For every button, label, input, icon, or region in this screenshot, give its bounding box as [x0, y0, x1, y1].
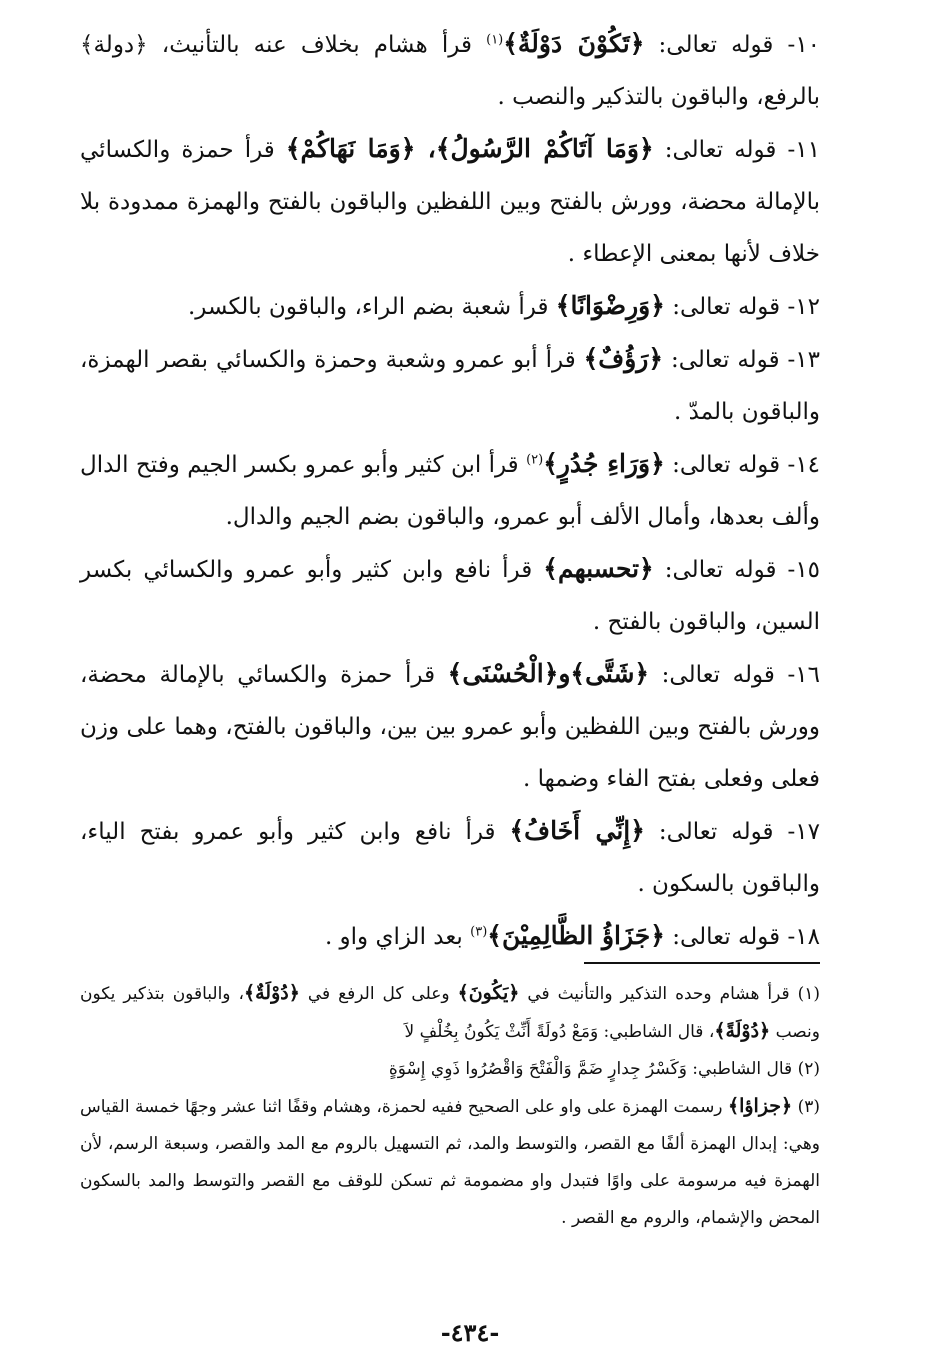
footnote-divider: [584, 962, 820, 964]
entry-number: ١٢-: [787, 294, 820, 320]
entry-lead: قوله تعالى:: [658, 819, 774, 845]
footnote-text: رسمت الهمزة على واو على الصحيح ففيه لحمزة، وهشام وقفًا اثنا عشر وجهًا خمسة القياس وهي: إبدال الهمزة ألفًا مع القصر، والتوسط والمد، ثم التسهيل بالروم مع المد والقصر، وسبعة الرسم، لأن الهمزة فيه مرسومة على واوًا فتبدل واو مضمومة ثم تسكن للوقف مع القصر والتوسط والمد بالسكون المحض والإشمام، والروم مع القصر .: [80, 1097, 820, 1228]
entry-number: ١٨-: [787, 924, 820, 950]
entry-16: [80, 648, 820, 805]
entry-lead: قوله تعالى:: [664, 557, 777, 583]
entry-10: [80, 18, 820, 123]
entry-text: قرأ أبو عمرو وشعبة وحمزة والكسائي بقصر الهمزة، والباقون بالمدّ .: [80, 347, 820, 425]
footnote-2: [80, 1051, 820, 1088]
quran-phrase: ﴿شَتَّى﴾و﴿الْحُسْنَى﴾: [447, 659, 650, 688]
footnote-3: [80, 1088, 820, 1237]
footnote-text: ، قال الشاطبي: وَمَعْ دُولَةً أَنِّثْ يَكُونُ بِخُلْفٍ لاَ: [404, 1022, 715, 1042]
footnote-text: قرأ هشام وحده التذكير والتأنيث في: [527, 984, 790, 1004]
entry-12: [80, 280, 820, 333]
footnote-ref[interactable]: (١): [486, 32, 504, 48]
quran-phrase: ﴿وَرَاءِ جُدُرٍ﴾: [543, 449, 665, 478]
entry-text: قرأ حمزة والكسائي بالإمالة محضة، وورش بالفتح وبين اللفظين والباقون بالفتح والهمزة ممدودة بلا خلاف لأنها بمعنى الإعطاء .: [80, 137, 820, 267]
quran-phrase: ﴿دُوْلَةً﴾: [714, 1020, 771, 1042]
entry-text: قرأ ابن كثير وأبو عمرو بكسر الجيم وفتح الدال وألف بعدها، وأمال الألف أبو عمرو، والباقون بضم الجيم والدال.: [80, 452, 820, 530]
footnote-text: ، والباقون بتذكير يكون ونصب: [80, 984, 820, 1042]
entry-18: [80, 910, 820, 963]
quran-phrase: ﴿وَرِضْوَانًا﴾: [555, 291, 665, 320]
quran-phrase: ﴿يَكُونَ﴾: [457, 982, 520, 1004]
entry-number: ١١-: [787, 137, 820, 163]
footnote-1: [80, 975, 820, 1051]
entry-text: قرأ هشام بخلاف عنه بالتأنيث، ﴿دولة﴾ بالرفع، والباقون بالتذكير والنصب .: [80, 32, 820, 110]
footnote-marker: (٣): [797, 1097, 821, 1117]
footnote-text: قال الشاطبي: وَكَسْرُ جِدارٍ ضَمَّ وَالْفَتْحَ وَاقْصُرُوا ذَوِي إِسْوَةٍ: [388, 1059, 793, 1079]
entry-13: [80, 333, 820, 438]
entry-lead: قوله تعالى:: [672, 924, 781, 950]
entry-text: قرأ حمزة والكسائي بالإمالة محضة، وورش بالفتح وبين اللفظين وأبو عمرو بين بين، والباقون بالفتح، وهما على وزن فعلى وفعلى بفتح الفاء وضمها .: [80, 662, 820, 792]
quran-phrase: ﴿جَزَاؤُ الظَّالِمِيْنَ﴾: [487, 921, 665, 950]
entry-11: [80, 123, 820, 280]
entry-number: ١٤-: [787, 452, 821, 478]
footnote-ref[interactable]: (٣): [470, 924, 488, 940]
quran-phrase: ﴿جزاؤا﴾: [727, 1095, 793, 1117]
entry-number: ١٧-: [787, 819, 820, 845]
footnotes-section: [80, 975, 820, 1237]
footnote-marker: (٢): [797, 1059, 820, 1079]
entry-17: [80, 805, 820, 910]
entry-lead: قوله تعالى:: [670, 347, 780, 373]
quran-phrase: ﴿إِنِّي أَخَافُ﴾: [509, 816, 645, 845]
entry-text: قرأ نافع وابن كثير وأبو عمرو والكسائي بكسر السين، والباقون بالفتح .: [80, 557, 820, 635]
quran-phrase: ﴿وَمَا آتَاكُمْ الرَّسُولُ﴾، ﴿وَمَا نَهَاكُمْ﴾: [285, 134, 654, 163]
entry-text: قرأ شعبة بضم الراء، والباقون بالكسر.: [187, 294, 549, 320]
entry-text: بعد الزاي واو .: [324, 924, 463, 950]
entry-number: ١٣-: [787, 347, 821, 373]
entry-14: [80, 438, 820, 543]
entry-number: ١٥-: [787, 557, 821, 583]
entry-lead: قوله تعالى:: [658, 32, 774, 58]
page-number: -٤٣٤-: [440, 1318, 500, 1347]
entry-lead: قوله تعالى:: [672, 294, 781, 320]
footnote-ref[interactable]: (٢): [526, 452, 544, 468]
footnote-marker: (١): [797, 984, 821, 1004]
entry-lead: قوله تعالى:: [672, 452, 781, 478]
quran-phrase: ﴿رَؤُفٌ﴾: [583, 344, 664, 373]
quran-phrase: ﴿تحسبهم﴾: [543, 554, 654, 583]
quran-phrase: ﴿دُوْلَةٌ﴾: [243, 982, 300, 1004]
entry-15: [80, 543, 820, 648]
main-text-body: [80, 18, 820, 963]
entry-lead: قوله تعالى:: [661, 662, 775, 688]
entry-lead: قوله تعالى:: [664, 137, 777, 163]
entry-number: ١٠-: [787, 32, 821, 58]
footnote-text: وعلى كل الرفع في: [307, 984, 450, 1004]
entry-number: ١٦-: [787, 662, 820, 688]
entry-text: قرأ نافع وابن كثير وأبو عمرو بفتح الياء، والباقون بالسكون .: [80, 819, 820, 897]
quran-phrase: ﴿تَكُوْنَ دَوْلَةٌ﴾: [503, 29, 645, 58]
